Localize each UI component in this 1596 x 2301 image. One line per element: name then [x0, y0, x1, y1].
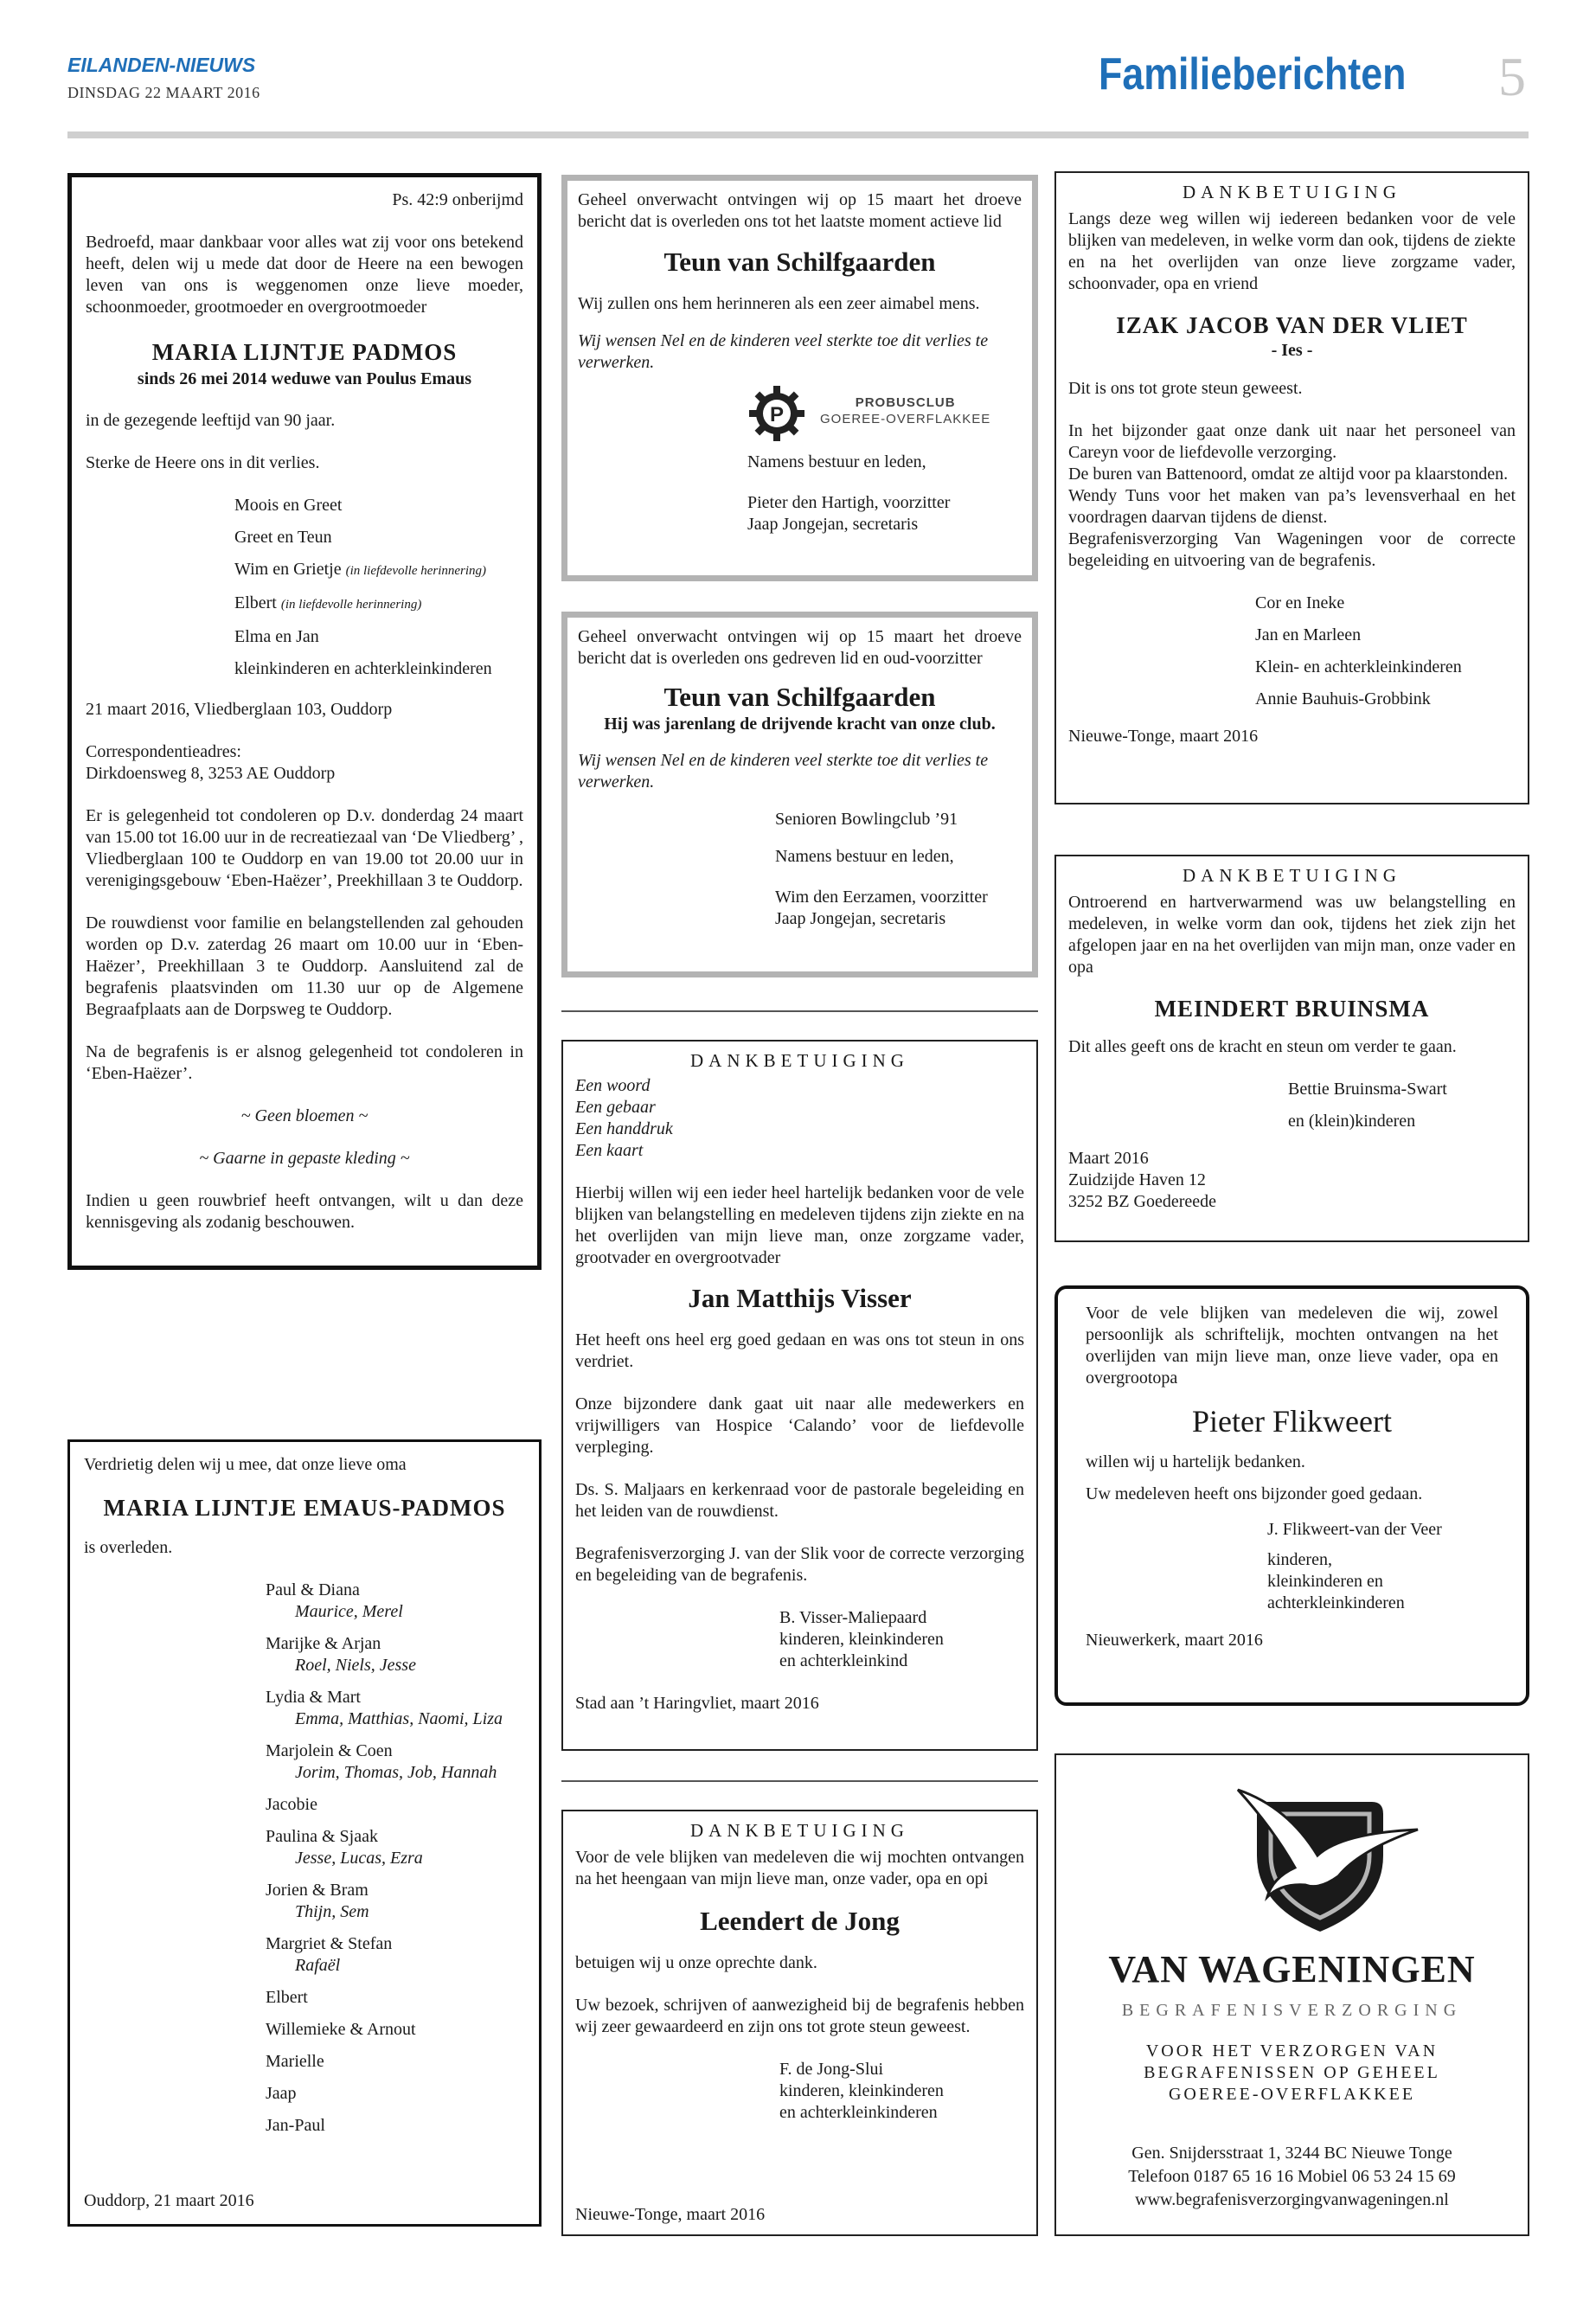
notice-intro: Voor de vele blijken van medeleven die wij, zowel persoonlijk als schriftelijk, mochten ontvangen na het overlijden van mijn lieve man, onze lieve vader, opa en overgrootopa — [1086, 1304, 1498, 1388]
deceased-name: MARIA LIJNTJE EMAUS-PADMOS — [103, 1495, 506, 1521]
notice-intro: Hierbij willen wij een ieder heel hartelijk bedanken voor de vele blijken van belangstelling en medeleven tijdens zijn ziekte en na het overlijden van mijn lieve man, onze zorgzame vader, grootvader en overgrootvader — [575, 1183, 1024, 1267]
notice-footer — [1068, 1148, 1516, 1213]
header-rule — [67, 131, 1529, 138]
notice-footer: Stad aan ’t Haringvliet, maart 2016 — [575, 1694, 819, 1713]
family-children: Maurice, Merel — [295, 1602, 403, 1621]
family-group — [266, 1826, 525, 1869]
thanks-bruinsma — [1054, 855, 1529, 1242]
signatory-line: Wim den Eerzamen, voorzitter — [775, 888, 988, 907]
signatory-line: Bettie Bruinsma-Swart — [1288, 1080, 1447, 1099]
advert-van-wageningen — [1054, 1753, 1529, 2236]
family-group — [266, 1987, 525, 2009]
family-member — [234, 626, 523, 648]
thanks-p3: Ds. S. Maljaars en kerkenraad voor de pastorale begeleiding en het leiden van de rouwdienst. — [575, 1480, 1024, 1521]
family-group — [266, 1880, 525, 1923]
section-title: Familieberichten — [1099, 49, 1407, 99]
slogan-line: GOEREE-OVERFLAKKEE — [1168, 2085, 1416, 2104]
wish-line: Wij wensen Nel en de kinderen veel sterkte toe dit verlies te verwerken. — [578, 331, 989, 372]
signatories — [575, 1607, 1024, 1672]
footer-line: Maart 2016 — [1068, 1149, 1149, 1168]
thanks-p2: Uw bezoek, schrijven of aanwezigheid bij de begrafenis hebben wij zeer gewaardeerd en zijn ons tot grote steun geweest. — [575, 1996, 1024, 2036]
signatory-line: Namens bestuur en leden, — [747, 452, 926, 471]
family-group — [266, 1633, 525, 1676]
family-group — [266, 2051, 525, 2073]
probus-logo-line1: PROBUSCLUB — [855, 395, 956, 410]
thanks-line: Begrafenisverzorging Van Wageningen voor de correcte begeleiding en uitvoering van de begrafenis. — [1068, 529, 1516, 570]
deceased-name: Pieter Flikweert — [1192, 1404, 1392, 1439]
dress-code-line: ~ Gaarne in gepaste kleding ~ — [199, 1149, 410, 1168]
support-line: Dit is ons tot grote steun geweest. — [1068, 379, 1303, 398]
phone: Telefoon 0187 65 16 16 Mobiel 06 53 24 15 69 — [1128, 2167, 1456, 2186]
thanks-p1: betuigen wij u onze oprechte dank. — [575, 1953, 817, 1972]
brand-tagline: BEGRAFENISVERZORGING — [1121, 2001, 1463, 2020]
family-member-name: kleinkinderen en achterkleinkinderen — [234, 659, 492, 678]
notice-heading: DANKBETUIGING — [1183, 182, 1401, 202]
deceased-subtitle: Hij was jarenlang de drijvende kracht van onze club. — [604, 715, 996, 734]
family-member — [234, 658, 523, 680]
signatories — [578, 452, 1022, 535]
family-member-name: Elbert — [234, 593, 277, 612]
signatories — [578, 846, 1022, 930]
page-number: 5 — [1498, 46, 1526, 107]
column-separator — [561, 1780, 1038, 1782]
deceased-name: IZAK JACOB VAN DER VLIET — [1116, 312, 1468, 338]
poem-line: Een kaart — [575, 1141, 644, 1160]
signatory-line: en achterkleinkind — [779, 1651, 908, 1670]
notice-intro: Ontroerend en hartverwarmend was uw belangstelling en medeleven, in welke vorm dan ook, tijdens het ziek zijn het afgelopen jaar en na het overlijden van mijn man, onze vader en opa — [1068, 893, 1516, 977]
bible-verse: Ps. 42:9 onberijmd — [392, 190, 523, 209]
notice-intro: Voor de vele blijken van medeleven die wij mochten ontvangen na het heengaan van mijn lieve man, onze vader, opa en opi — [575, 1848, 1024, 1888]
notice-heading: DANKBETUIGING — [1183, 865, 1401, 886]
status-line: is overleden. — [84, 1538, 173, 1557]
family-member-note: (in liefdevolle herinnering) — [280, 598, 422, 612]
notice-intro: Langs deze weg willen wij iedereen bedanken voor de vele blijken van medeleven, in welke vorm dan ook, tijdens de ziekte en na het overlijden van onze lieve zorgzame vader, schoonvader, opa en vriend — [1068, 209, 1516, 293]
thanks-line: Wendy Tuns voor het maken van pa’s levensverhaal en het voordragen daarvan tijdens de dienst. — [1068, 486, 1516, 527]
deceased-name: MEINDERT BRUINSMA — [1154, 996, 1430, 1022]
family-children: Jesse, Lucas, Ezra — [295, 1849, 423, 1868]
family-member-name: Moois en Greet — [234, 496, 343, 515]
family-group — [266, 1740, 525, 1784]
signatories — [1068, 593, 1516, 710]
thanks-p1: willen wij u hartelijk bedanken. — [1086, 1452, 1305, 1471]
slogan-line: VOOR HET VERZORGEN VAN — [1145, 2041, 1439, 2061]
notice-maria-padmos — [67, 173, 542, 1270]
poem — [575, 1075, 1024, 1162]
family-member-name: Greet en Teun — [234, 528, 332, 547]
notice-intro: Geheel onverwacht ontvingen wij op 15 maart het droeve bericht dat is overleden ons tot het laatste moment actieve lid — [578, 190, 1022, 231]
family-group — [266, 1687, 525, 1730]
memory-line: Wij zullen ons hem herinneren als een zeer aimabel mens. — [578, 294, 980, 313]
notice-bowlingclub-schilfgaarden — [561, 612, 1038, 977]
thanks-p2: Uw medeleven heeft ons bijzonder goed gedaan. — [1086, 1484, 1423, 1503]
notice-intro: Verdrietig delen wij u mee, dat onze lieve oma — [84, 1455, 407, 1474]
probus-gear-icon — [747, 384, 806, 443]
family-parents: Jan-Paul — [266, 2116, 325, 2135]
footer-line: 3252 BZ Goedereede — [1068, 1192, 1217, 1211]
deceased-name: MARIA LIJNTJE PADMOS — [151, 339, 458, 365]
signatory-line: Pieter den Hartigh, voorzitter — [747, 493, 951, 512]
correspondence-label: Correspondentieadres: — [86, 742, 241, 761]
thanks-flikweert — [1054, 1285, 1529, 1706]
column-separator — [561, 1010, 1038, 1012]
family-list — [86, 495, 523, 680]
family-group — [266, 2083, 525, 2105]
thanks-p1: Dit alles geeft ons de kracht en steun om verder te gaan. — [1068, 1037, 1457, 1056]
notice-maria-emaus-padmos — [67, 1439, 542, 2227]
dove-shield-logo-icon — [1221, 1776, 1428, 1940]
poem-line: Een woord — [575, 1076, 651, 1095]
place-date: 21 maart 2016, Vliedberglaan 103, Ouddorp — [86, 700, 393, 719]
signatory-line: achterkleinkinderen — [1267, 1593, 1405, 1612]
family-parents: Paul & Diana — [266, 1580, 360, 1599]
family-group — [266, 1794, 525, 1816]
wish-line: Wij wensen Nel en de kinderen veel sterkte toe dit verlies te verwerken. — [578, 751, 989, 792]
family-parents: Margriet & Stefan — [266, 1934, 393, 1953]
probus-logo-letter: P — [769, 403, 785, 426]
family-children: Rafaël — [295, 1956, 341, 1975]
no-flowers-line: ~ Geen bloemen ~ — [240, 1106, 369, 1125]
family-parents: Lydia & Mart — [266, 1688, 361, 1707]
notice-footer: Nieuwe-Tonge, maart 2016 — [575, 2205, 766, 2224]
family-member — [234, 495, 523, 516]
closing-line: Indien u geen rouwbrief heeft ontvangen, wilt u dan deze kennisgeving als zodanig beschouwen. — [86, 1191, 523, 1232]
notice-heading: DANKBETUIGING — [690, 1820, 909, 1841]
signatory-line: Jaap Jongejan, secretaris — [747, 515, 919, 534]
signatory-line: Annie Bauhuis-Grobbink — [1255, 689, 1431, 708]
newspaper-logo: EILANDEN-NIEUWS — [67, 54, 256, 76]
signatory-line: F. de Jong-Slui — [779, 2060, 884, 2079]
signatory-line: Cor en Ineke — [1255, 593, 1345, 612]
family-parents: Marielle — [266, 2052, 324, 2071]
signatory-line: kinderen, kleinkinderen — [779, 2081, 944, 2100]
family-group — [266, 2115, 525, 2137]
notice-intro: Bedroefd, maar dankbaar voor alles wat zij voor ons betekend heeft, delen wij u mede dat door de Heere na een bewogen leven van ons is weggenomen onze lieve moeder, schoonmoeder, grootmoeder en overgrootmoeder — [86, 233, 523, 317]
deceased-subtitle: sinds 26 mei 2014 weduwe van Poulus Emaus — [137, 369, 472, 388]
slogan — [1056, 2041, 1528, 2106]
thanks-line: De buren van Battenoord, omdat ze altijd voor pa klaarstonden. — [1068, 465, 1509, 484]
signatory-line: kinderen, kleinkinderen — [779, 1630, 944, 1649]
signatory-line: en achterkleinkinderen — [779, 2103, 938, 2122]
signatory-line: B. Visser-Maliepaard — [779, 1608, 927, 1627]
notice-probus-schilfgaarden — [561, 175, 1038, 581]
correspondence-address: Dirkdoensweg 8, 3253 AE Ouddorp — [86, 764, 336, 783]
deceased-name: Leendert de Jong — [700, 1906, 900, 1936]
club-name: Senioren Bowlingclub ’91 — [775, 810, 958, 829]
thanks-p1: Het heeft ons heel erg goed gedaan en was ons tot steun in ons verdriet. — [575, 1330, 1024, 1371]
family-children: Emma, Matthias, Naomi, Liza — [295, 1709, 503, 1728]
age-line: in de gezegende leeftijd van 90 jaar. — [86, 411, 336, 430]
thanks-van-der-vliet — [1054, 171, 1529, 804]
signatory-line: en (klein)kinderen — [1288, 1112, 1416, 1131]
probus-logo-line2: GOEREE-OVERFLAKKEE — [820, 412, 991, 426]
deceased-name: Jan Matthijs Visser — [688, 1283, 912, 1313]
family-list — [84, 1580, 525, 2137]
issue-date: DINSDAG 22 MAART 2016 — [67, 84, 260, 101]
family-parents: Paulina & Sjaak — [266, 1827, 378, 1846]
probus-logo — [578, 382, 1022, 443]
family-group — [266, 2019, 525, 2041]
thanks-p2: Onze bijzondere dank gaat uit naar alle medewerkers en vrijwilligers van Hospice ‘Calando’ voor de liefdevolle verpleging. — [575, 1394, 1024, 1457]
deceased-nickname: - Ies - — [1271, 341, 1313, 360]
brand-name: VAN WAGENINGEN — [1108, 1948, 1476, 1990]
deceased-name: Teun van Schilfgaarden — [663, 247, 936, 277]
signatories — [1086, 1549, 1498, 1614]
family-member-name: Wim en Grietje — [234, 560, 342, 579]
notice-heading: DANKBETUIGING — [690, 1050, 909, 1071]
footer-line: Zuidzijde Haven 12 — [1068, 1170, 1206, 1189]
signatory-line: Jan en Marleen — [1255, 625, 1362, 644]
thanks-p4: Begrafenisverzorging J. van der Slik voor de correcte verzorging en begeleiding van de begrafenis. — [575, 1544, 1024, 1585]
family-member-name: Elma en Jan — [234, 627, 319, 646]
family-member-note: (in liefdevolle herinnering) — [345, 564, 487, 578]
signatory-line: kinderen, — [1267, 1550, 1332, 1569]
signatory-line: kleinkinderen en — [1267, 1572, 1383, 1591]
family-parents: Marijke & Arjan — [266, 1634, 381, 1653]
signatories — [1068, 1079, 1516, 1132]
thanks-visser — [561, 1040, 1038, 1751]
family-parents: Willemieke & Arnout — [266, 2020, 416, 2039]
thanks-de-jong — [561, 1810, 1038, 2236]
condolence-info: Er is gelegenheid tot condoleren op D.v. donderdag 24 maart van 15.00 tot 16.00 uur in de recreatiezaal van ‘De Vliedberg’ , Vliedberglaan 100 te Ouddorp en van 19.00 tot 20.00 uur in verenigingsgebouw ‘Eben-Haëzer’, Preekhillaan 3 te Ouddorp. — [86, 806, 523, 890]
service-info: De rouwdienst voor familie en belangstellenden zal gehouden worden op D.v. zaterdag 26 maart om 10.00 uur in ‘Eben-Haëzer’, Preekhillaan 3 te Ouddorp. Aansluitend zal de begrafenis plaatsvinden om 11.30 uur op de Algemene Begraafplaats aan de Dorpsweg te Ouddorp. — [86, 913, 523, 1019]
family-group — [266, 1933, 525, 1977]
family-group — [266, 1580, 525, 1623]
wish-line: Sterke de Heere ons in dit verlies. — [86, 453, 320, 472]
signatory-line: Jaap Jongejan, secretaris — [775, 909, 946, 928]
address: Gen. Snijdersstraat 1, 3244 BC Nieuwe Tonge — [1131, 2144, 1452, 2163]
notice-footer: Nieuwerkerk, maart 2016 — [1086, 1631, 1263, 1650]
family-parents: Marjolein & Coen — [266, 1741, 393, 1760]
signatory-line: Klein- en achterkleinkinderen — [1255, 657, 1462, 676]
family-parents: Jaap — [266, 2084, 297, 2103]
after-funeral-info: Na de begrafenis is er alsnog gelegenheid tot condoleren in ‘Eben-Haëzer’. — [86, 1042, 523, 1083]
family-parents: Jorien & Bram — [266, 1881, 369, 1900]
notice-footer: Nieuwe-Tonge, maart 2016 — [1068, 727, 1259, 746]
family-member — [234, 593, 523, 616]
notice-footer: Ouddorp, 21 maart 2016 — [84, 2191, 254, 2210]
website-link[interactable]: www.begrafenisverzorgingvanwageningen.nl — [1135, 2190, 1449, 2209]
thanks-lines — [1068, 420, 1516, 572]
family-children: Roel, Niels, Jesse — [295, 1656, 416, 1675]
signatory-line: Namens bestuur en leden, — [775, 847, 954, 866]
family-children: Thijn, Sem — [295, 1902, 369, 1921]
thanks-line: In het bijzonder gaat onze dank uit naar het personeel van Careyn voor de liefdevolle verzorging. — [1068, 421, 1516, 462]
family-member — [234, 527, 523, 548]
signatories — [575, 2059, 1024, 2124]
poem-line: Een gebaar — [575, 1098, 656, 1117]
family-member — [234, 559, 523, 582]
family-parents: Jacobie — [266, 1795, 317, 1814]
signatory-main: J. Flikweert-van der Veer — [1267, 1520, 1442, 1539]
family-children: Jorim, Thomas, Job, Hannah — [295, 1763, 497, 1782]
notice-intro: Geheel onverwacht ontvingen wij op 15 maart het droeve bericht dat is overleden ons gedreven lid en oud-voorzitter — [578, 627, 1022, 668]
slogan-line: BEGRAFENISSEN OP GEHEEL — [1144, 2063, 1440, 2082]
deceased-name: Teun van Schilfgaarden — [663, 682, 936, 712]
poem-line: Een handdruk — [575, 1119, 673, 1138]
family-parents: Elbert — [266, 1988, 308, 2007]
